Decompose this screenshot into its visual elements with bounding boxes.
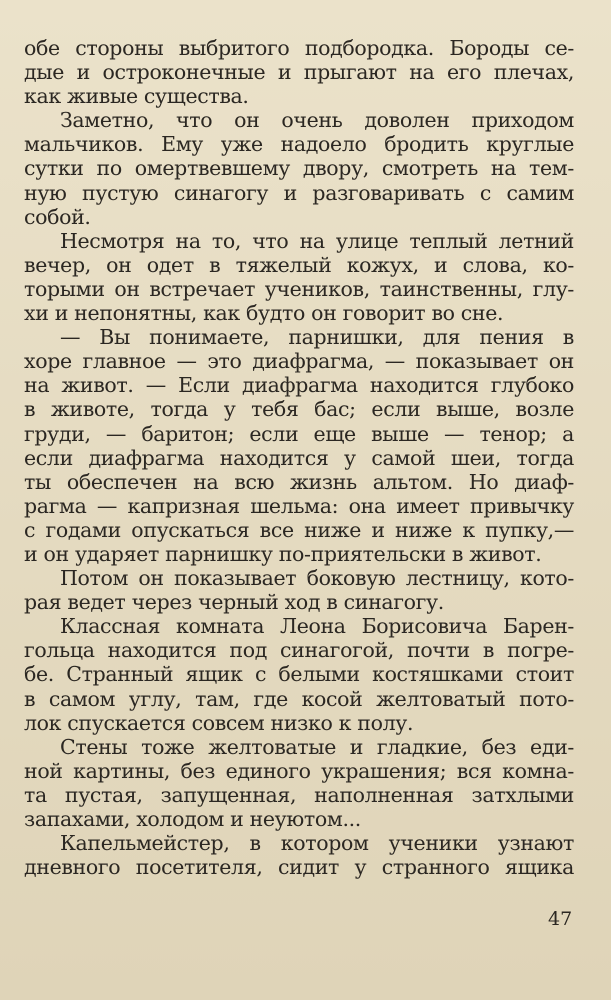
paragraph: [24, 229, 574, 325]
text-line: Заметно, что он очень доволен приходом: [60, 108, 574, 133]
text-line: Капельмейстер, в котором ученики узнают: [60, 831, 574, 856]
paragraph: [24, 108, 574, 228]
text-line: хи и непонятны, как будто он говорит во сне.: [24, 301, 504, 326]
text-line: рая ведет через черный ход в синагогу.: [24, 590, 444, 615]
text-line: дневного посетителя, сидит у странного ящика: [24, 855, 574, 880]
text-line: дые и остроконечные и прыгают на его плечах,: [24, 60, 574, 85]
text-line: и он ударяет парнишку по-приятельски в живот.: [24, 541, 542, 566]
paragraph: [24, 735, 574, 831]
text-line: мальчиков. Ему уже надоело бродить круглые: [24, 132, 574, 157]
text-line: та пустая, запущенная, наполненная затхлыми: [24, 782, 574, 807]
paragraph: [24, 831, 574, 879]
text-line: с годами опускаться все ниже и ниже к пупку,—: [24, 517, 574, 542]
text-line: — Вы понимаете, парнишки, для пения в: [60, 325, 574, 350]
text-line: если диафрагма находится у самой шеи, тогда: [24, 445, 574, 470]
text-line: в самом углу, там, где косой желтоватый пото-: [24, 686, 574, 711]
text-line: сутки по омертвевшему двору, смотреть на тем-: [24, 156, 574, 181]
text-line: на живот. — Если диафрагма находится глубоко: [24, 373, 574, 398]
text-line: обе стороны выбритого подбородка. Бороды се-: [24, 36, 574, 60]
paragraph: [24, 614, 574, 734]
page-number: 47: [548, 908, 573, 930]
text-line: лок спускается совсем низко к полу.: [24, 710, 414, 735]
text-line: в животе, тогда у тебя бас; если выше, возле: [24, 397, 574, 422]
body-text: [24, 36, 574, 879]
text-line: хоре главное — это диафрагма, — показывает он: [24, 349, 574, 374]
text-line: как живые существа.: [24, 84, 249, 109]
paragraph: [24, 566, 574, 614]
text-line: Несмотря на то, что на улице теплый летний: [60, 228, 574, 253]
text-line: Классная комната Леона Борисовича Барен-: [60, 614, 574, 639]
paragraph: [24, 36, 574, 108]
text-line: груди, — баритон; если еще выше — тенор; а: [24, 421, 574, 446]
text-line: Потом он показывает боковую лестницу, кото-: [60, 566, 574, 591]
text-line: ты обеспечен на всю жизнь альтом. Но диаф-: [24, 469, 574, 494]
text-line: гольца находится под синагогой, почти в погре-: [24, 638, 574, 663]
text-line: запахами, холодом и неуютом...: [24, 807, 361, 831]
text-line: ную пустую синагогу и разговаривать с самим: [24, 180, 574, 205]
text-line: вечер, он одет в тяжелый кожух, и слова, ко-: [24, 252, 574, 277]
text-line: Стены тоже желтоватые и гладкие, без еди-: [60, 734, 574, 759]
text-line: бе. Странный ящик с белыми костяшками стоит: [24, 662, 574, 687]
text-line: рагма — капризная шельма: она имеет привычку: [24, 493, 574, 518]
text-line: ной картины, без единого украшения; вся комна-: [24, 758, 574, 783]
paragraph: [24, 325, 574, 566]
text-line: торыми он встречает учеников, таинственны, глу-: [24, 276, 574, 301]
text-line: собой.: [24, 204, 91, 229]
